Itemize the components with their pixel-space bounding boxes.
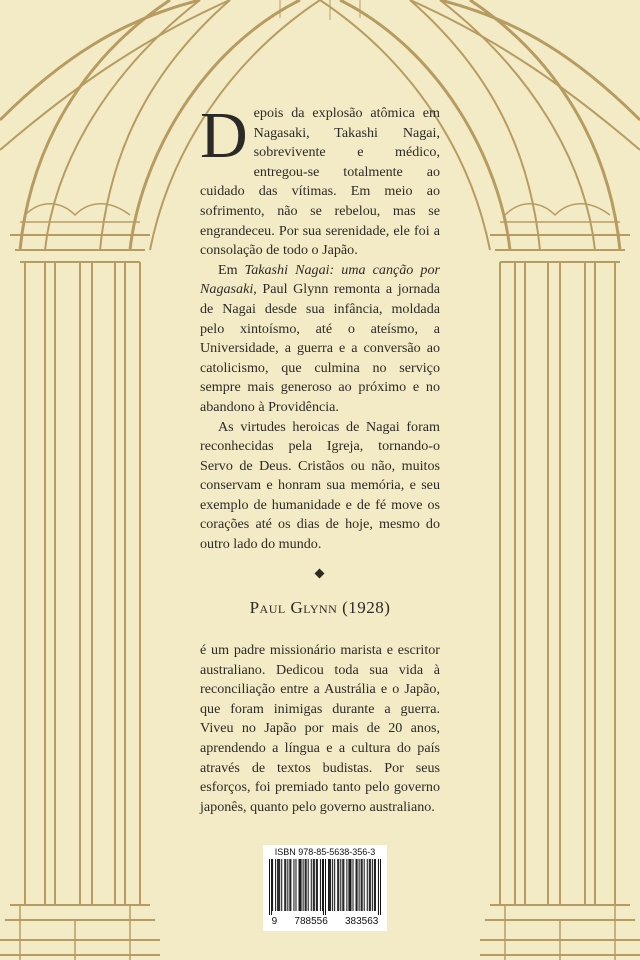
barcode-bar bbox=[278, 859, 279, 911]
barcode-bar bbox=[328, 859, 329, 911]
barcode-bar bbox=[378, 859, 379, 915]
barcode-bar bbox=[334, 859, 335, 911]
barcode-bar bbox=[322, 859, 323, 911]
barcode-bar bbox=[323, 859, 324, 915]
barcode-bar bbox=[359, 859, 360, 911]
isbn-label: ISBN 978-85-5638-356-3 bbox=[274, 847, 376, 857]
barcode-bar bbox=[330, 859, 331, 911]
barcode-bar bbox=[348, 859, 349, 911]
barcode-bar bbox=[380, 859, 381, 915]
barcode-bar bbox=[342, 859, 343, 911]
barcode-bar bbox=[293, 859, 294, 911]
barcode-bar bbox=[308, 859, 309, 911]
barcode-bar bbox=[362, 859, 363, 911]
barcode-bar bbox=[375, 859, 376, 911]
barcode-bar bbox=[313, 859, 314, 911]
barcode-bar bbox=[279, 859, 280, 911]
barcode-bar bbox=[281, 859, 282, 911]
synopsis-paragraph-2 bbox=[200, 261, 440, 418]
author-bio bbox=[200, 641, 440, 817]
barcode-bar bbox=[320, 859, 321, 911]
drop-cap-letter: D bbox=[200, 99, 248, 172]
barcode-bar bbox=[289, 859, 290, 911]
synopsis-paragraph-2-text: , Paul Glynn remonta a jornada de Nagai desde sua infância, moldada pelo xintoísmo, até o ateísmo, a Universidade, a guerra e a conversão ao catolicismo, que culmina no serviço sempre mais generoso ao próximo e no abandono à Providência. bbox=[200, 281, 440, 415]
synopsis-paragraph-3: As virtudes heroicas de Nagai foram reconhecidas pela Igreja, tornando-o Servo de Deus. Cristãos ou não, muitos conservam e honram sua memória, e seu exemplo de humanidade e de fé move os corações até os dias de hoje, mesmo do outro lado do mundo. bbox=[200, 418, 440, 553]
barcode-bar bbox=[277, 859, 278, 911]
barcode-bar bbox=[369, 859, 370, 911]
barcode-bar bbox=[317, 859, 318, 911]
barcode-bar bbox=[340, 859, 341, 911]
barcode-bars bbox=[269, 859, 381, 915]
barcode-bar bbox=[372, 859, 373, 911]
barcode-bar bbox=[301, 859, 302, 911]
barcode-bar bbox=[374, 859, 375, 911]
barcode-bar bbox=[352, 859, 353, 911]
barcode-bar bbox=[370, 859, 371, 911]
barcode-bar bbox=[367, 859, 368, 911]
barcode-bar bbox=[350, 859, 351, 911]
barcode-bar bbox=[269, 859, 270, 915]
barcode-bar bbox=[305, 859, 306, 911]
synopsis-paragraph-2-prefix: Em bbox=[218, 261, 245, 278]
barcode-bar bbox=[299, 859, 300, 911]
barcode-bar bbox=[329, 859, 330, 911]
barcode-bar bbox=[303, 859, 304, 911]
barcode-bar bbox=[272, 859, 273, 911]
synopsis-paragraph-1-text: epois da explosão atômica em Nagasaki, Takashi Nagai, sobrevivente e médico, entregou-se totalmente ao cuidado das vítimas. Em meio ao sofrimento, não se rebelou, mas se engrandeceu. Por sua serenidade, ele foi a consolação de todo o Japão. bbox=[200, 105, 440, 259]
barcode-bar bbox=[343, 859, 344, 911]
barcode-bar bbox=[349, 859, 350, 911]
isbn-barcode bbox=[263, 845, 387, 931]
barcode-bar bbox=[325, 859, 326, 915]
barcode-bar bbox=[364, 859, 365, 911]
author-bio-text: é um padre missionário marista e escritor australiano. Dedicou toda sua vida à reconciliação entre a Austrália e o Japão, que foram inimigas durante a guerra. Viveu no Japão por mais de 20 anos, aprendendo a língua e a cultura do país através de textos budistas. Por seus esforços, foi premiado tanto pelo governo japonês, quanto pelo governo australiano. bbox=[200, 642, 440, 815]
barcode-bar bbox=[346, 859, 347, 911]
barcode-bar bbox=[275, 859, 276, 911]
book-title-italic: Takashi Nagai: uma canção por Nagasaki bbox=[200, 261, 440, 298]
barcode-bar bbox=[311, 859, 312, 911]
barcode-bar bbox=[285, 859, 286, 911]
barcode-digits bbox=[263, 916, 387, 927]
barcode-bar bbox=[295, 859, 296, 911]
author-heading: Paul Glynn (1928) bbox=[249, 598, 391, 617]
barcode-bar bbox=[332, 859, 333, 911]
barcode-bar bbox=[338, 859, 339, 911]
barcode-bar bbox=[357, 859, 358, 911]
barcode-bar bbox=[356, 859, 357, 911]
barcode-bar bbox=[361, 859, 362, 911]
barcode-bar bbox=[337, 859, 338, 911]
barcode-bar bbox=[290, 859, 291, 911]
barcode-bar bbox=[306, 859, 307, 911]
barcode-digits-right: 383563 bbox=[344, 916, 379, 927]
barcode-digit-first: 9 bbox=[271, 916, 278, 927]
barcode-bar bbox=[314, 859, 315, 911]
barcode-bar bbox=[284, 859, 285, 911]
barcode-digits-left: 788556 bbox=[294, 916, 328, 927]
barcode-bar bbox=[271, 859, 272, 915]
synopsis-paragraph-1 bbox=[200, 99, 440, 261]
synopsis-text bbox=[200, 99, 440, 555]
barcode-bar bbox=[300, 859, 301, 911]
barcode-bar bbox=[287, 859, 288, 911]
barcode-bar bbox=[316, 859, 317, 911]
